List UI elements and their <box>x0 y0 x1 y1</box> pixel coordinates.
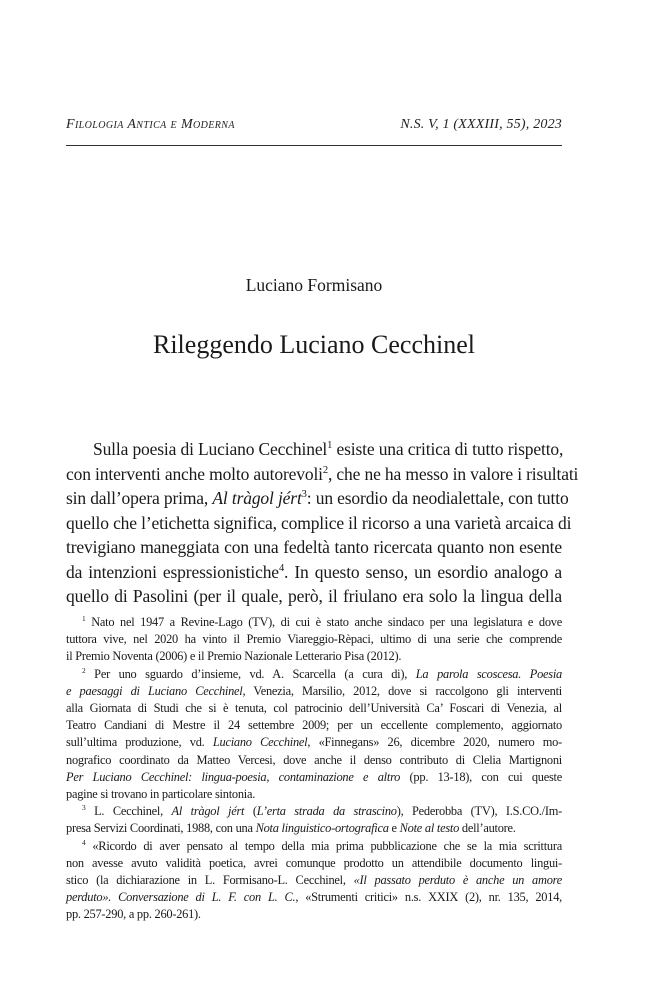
body-line: quello che l’etichetta significa, complice il ricorso a una varietà arcaica di <box>66 512 572 533</box>
body-paragraph <box>66 437 579 609</box>
footnote-3: $^3$ L. Cecchinel, Al tràgol jért (L’erta strada da strascino), Pederobba (TV), I.S.CO./Im- presa Servizi Coordinati, 1988, con una Nota linguistico-ortografica e Note al testo dell’autore. <box>66 803 562 836</box>
footnote-number: 2 <box>82 665 86 675</box>
journal-title: Filologia Antica e Moderna <box>66 117 235 132</box>
footnote-ref: 3 <box>301 489 307 501</box>
body-line: da intenzioni espressionistiche$^4$. In questo senso, un esordio analogo a <box>66 561 562 582</box>
footnotes <box>66 614 562 924</box>
footnote-2: $^2$ Per uno sguardo d’insieme, vd. A. Scarcella (a cura di), La parola scoscesa. Poesia e paesaggi di Luciano Cecchinel, Venezia, Marsilio, 2012, dove si raccolgono gli interventi alla Giornata di Studi che si è tenuta, col patrocinio dell’Università Ca’ Foscari di Venezia, al Teatro Candiani di Mestre il 24 settembre 2009; per un eccellente complemento, aggiornato sull’ultima produzione, vd. Luciano Cecchinel, «Finnegans» 26, dicembre 2020, numero mo- nografico coordinato da Matteo Vercesi, dove anche il denso contributo di Clelia Martignoni Per Luciano Cecchinel: lingua-poesia, contaminazione e altro (pp. 13-18), con cui queste pagine si trovano in particolare sintonia. <box>66 665 562 802</box>
footnote-ref: 4 <box>278 562 285 574</box>
footnote-1: $^1$ Nato nel 1947 a Revine-Lago (TV), di cui è stato anche sindaco per una legislatura e dove tuttora vive, nel 2020 ha vinto il Premio Viareggio-Rèpaci, ultimo di una serie che comprende il Premio Noventa (2006) e il Premio Nazionale Letterario Pisa (2012). <box>66 613 562 664</box>
article-title: Rileggendo Luciano Cecchinel <box>152 330 475 359</box>
footnote-number: 1 <box>82 613 86 623</box>
body-line: trevigiano maneggiata con una fedeltà tanto ricercata quanto non esente <box>66 537 562 557</box>
body-line: quello di Pasolini (per il quale, però, il friulano era solo la lingua della <box>66 586 562 606</box>
header-rule <box>66 145 562 146</box>
footnote-number: 4 <box>82 837 86 847</box>
running-header <box>66 117 562 133</box>
body-line: Sulla poesia di Luciano Cecchinel$^1$ esiste una critica di tutto rispetto, <box>93 439 564 459</box>
work-title: Al tràgol jért <box>212 488 302 508</box>
article-author: Luciano Formisano <box>245 275 383 295</box>
footnote-ref: 1 <box>327 440 333 452</box>
issue-info: N.S. V, 1 (XXXIII, 55), 2023 <box>400 117 562 132</box>
footnote-ref: 2 <box>322 464 328 476</box>
footnote-number: 3 <box>82 803 86 813</box>
body-line: sin dall’opera prima, Al tràgol jért$^3$: un esordio da neodialettale, con tutto <box>66 488 569 508</box>
footnote-4: $^4$ «Ricordo di aver pensato al tempo della mia prima pubblicazione che se la mia scrittura non avesse avuto validità poetica, avrei comunque prodotto un attendibile documento lingui- stico (la dichiarazione in L. Formisano-L. Cecchinel, «Il passato perduto è anche un amore perduto». Conversazione di L. F. con L. C., «Strumenti critici» n.s. XXIX (2), nr. 135, 2014, pp. 257-290, a pp. 260-261). <box>66 837 562 922</box>
body-line: con interventi anche molto autorevoli$^2$, che ne ha messo in valore i risultati <box>66 463 579 484</box>
